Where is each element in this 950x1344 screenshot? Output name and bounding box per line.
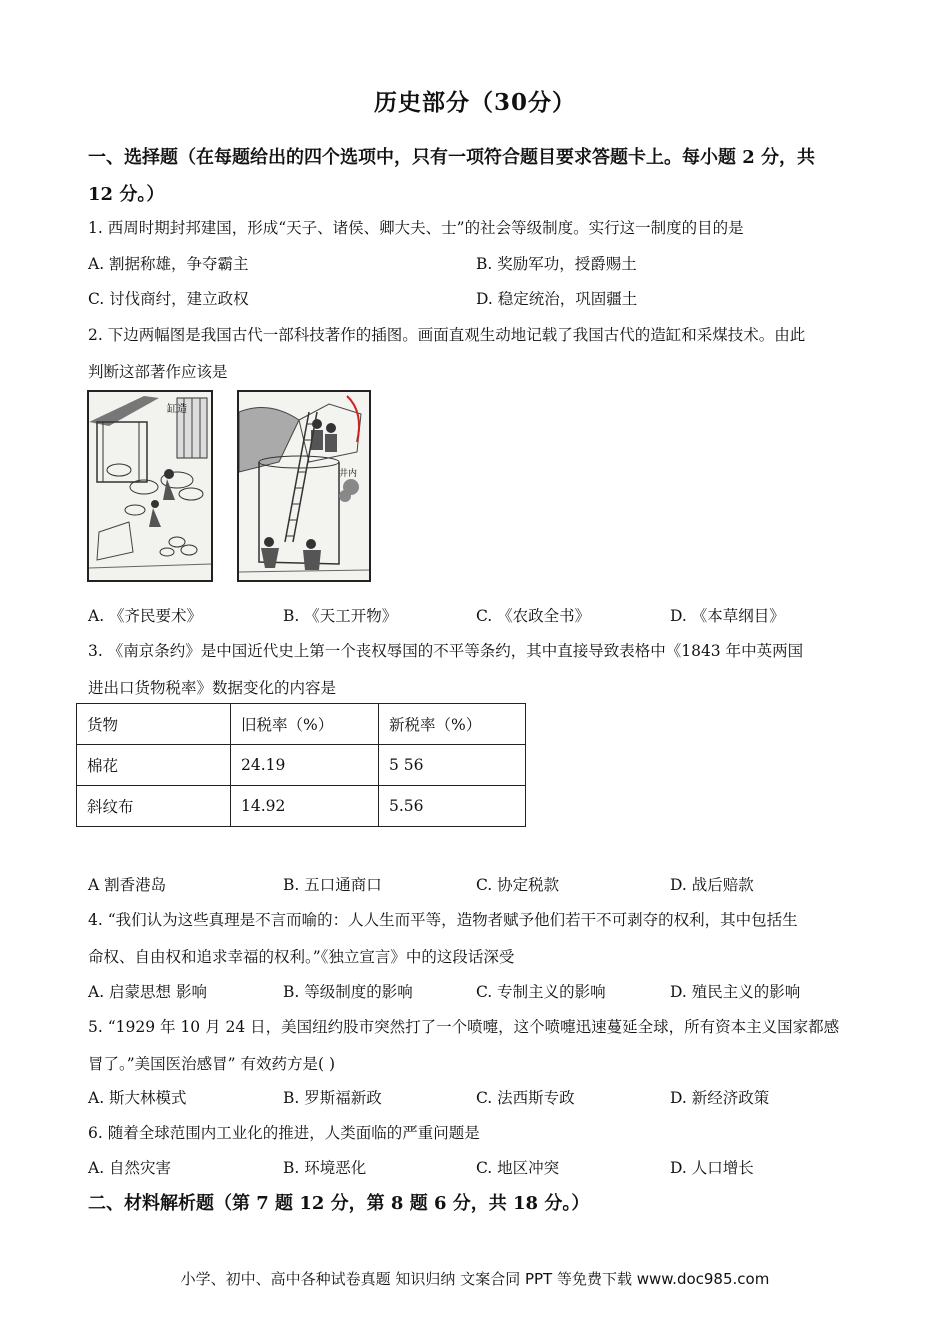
section2-heading: 二、材料解析题（第 7 题 12 分，第 8 题 6 分，共 18 分。）: [88, 1193, 590, 1214]
illustration-vat-making: [87, 390, 213, 582]
q5-stem-line2: 冒了。”美国医治感冒” 有效药方是( ): [88, 1055, 336, 1073]
page-title: 历史部分（30分）: [373, 89, 576, 116]
q5-option-b: B. 罗斯福新政: [283, 1089, 382, 1107]
q3-option-d: D. 战后赔款: [670, 876, 754, 894]
q2-option-d: D. 《本草纲目》: [670, 607, 785, 625]
table-cell: 斜纹布: [77, 786, 231, 827]
q1-option-d: D. 稳定统治，巩固疆土: [476, 290, 638, 308]
q5-option-c: C. 法西斯专政: [476, 1089, 575, 1107]
q4-option-c: C. 专制主义的影响: [476, 983, 606, 1001]
table-cell: 14.92: [231, 786, 379, 827]
section1-heading-line2: 12 分。）: [88, 184, 165, 205]
q6-option-b: B. 环境恶化: [283, 1159, 367, 1177]
q2-stem-line1: 2. 下边两幅图是我国古代一部科技著作的插图。画面直观生动地记载了我国古代的造缸和采煤技术。由此: [88, 326, 806, 344]
section1-heading-line1: 一、选择题（在每题给出的四个选项中，只有一项符合题目要求答题卡上。每小题 2 分，共: [88, 147, 816, 168]
table-header-cell: 货物: [77, 704, 231, 745]
q4-stem-line2: 命权、自由权和追求幸福的权利。”《独立宣言》中的这段话深受: [88, 948, 515, 966]
q1-option-b: B. 奖励军功，授爵赐土: [476, 255, 637, 273]
table-cell: 24.19: [231, 745, 379, 786]
table-cell: 5 56: [379, 745, 526, 786]
footer-link[interactable]: 小学、初中、高中各种试卷真题 知识归纳 文案合同 PPT 等免费下载 www.doc985.com: [180, 1270, 770, 1288]
q6-stem: 6. 随着全球范围内工业化的推进，人类面临的严重问题是: [88, 1124, 480, 1142]
table-cell: 5.56: [379, 786, 526, 827]
table-row: [77, 745, 526, 786]
table-cell: 棉花: [77, 745, 231, 786]
q3-option-c: C. 协定税款: [476, 876, 560, 894]
table-row: [77, 786, 526, 827]
q3-option-a: A 割香港岛: [88, 876, 167, 894]
q4-stem-line1: 4. “我们认为这些真理是不言而喻的：人人生而平等，造物者赋予他们若干不可剥夺的权利，其中包括生: [88, 911, 798, 929]
q2-stem-line2: 判断这部著作应该是: [88, 363, 228, 381]
table-header-row: [77, 704, 526, 745]
table-header-cell: 旧税率（%）: [231, 704, 379, 745]
q1-option-c: C. 讨伐商纣，建立政权: [88, 290, 249, 308]
q4-option-a: A. 启蒙思想 影响: [88, 983, 207, 1001]
illustration-coal-mining: [237, 390, 371, 582]
q4-option-d: D. 殖民主义的影响: [670, 983, 801, 1001]
q4-option-b: B. 等级制度的影响: [283, 983, 413, 1001]
vat-caption: 缸造: [167, 404, 187, 415]
q5-option-a: A. 斯大林模式: [88, 1089, 187, 1107]
q3-stem-line1: 3. 《南京条约》是中国近代史上第一个丧权辱国的不平等条约，其中直接导致表格中《1843 年中英两国: [88, 642, 804, 660]
q5-option-d: D. 新经济政策: [670, 1089, 770, 1107]
q1-option-a: A. 割据称雄，争夺霸主: [88, 255, 249, 273]
q6-option-d: D. 人口增长: [670, 1159, 754, 1177]
q6-option-a: A. 自然灾害: [88, 1159, 172, 1177]
q3-option-b: B. 五口通商口: [283, 876, 382, 894]
tariff-table: [76, 703, 526, 827]
q1-stem: 1. 西周时期封邦建国，形成“天子、诸侯、卿大夫、士”的社会等级制度。实行这一制度的目的是: [88, 219, 744, 237]
coal-mining-drawing: [239, 392, 369, 580]
mine-caption: 井内: [339, 469, 358, 479]
q6-option-c: C. 地区冲突: [476, 1159, 560, 1177]
q2-option-a: A. 《齐民要术》: [88, 607, 203, 625]
table-header-cell: 新税率（%）: [379, 704, 526, 745]
q3-stem-line2: 进出口货物税率》数据变化的内容是: [88, 679, 337, 697]
q2-option-c: C. 《农政全书》: [476, 607, 591, 625]
q2-option-b: B. 《天工开物》: [283, 607, 398, 625]
q5-stem-line1: 5. “1929 年 10 月 24 日，美国纽约股市突然打了一个喷嚏，这个喷嚏迅速蔓延全球，所有资本主义国家都感: [88, 1018, 840, 1036]
vat-making-drawing: [89, 392, 211, 580]
